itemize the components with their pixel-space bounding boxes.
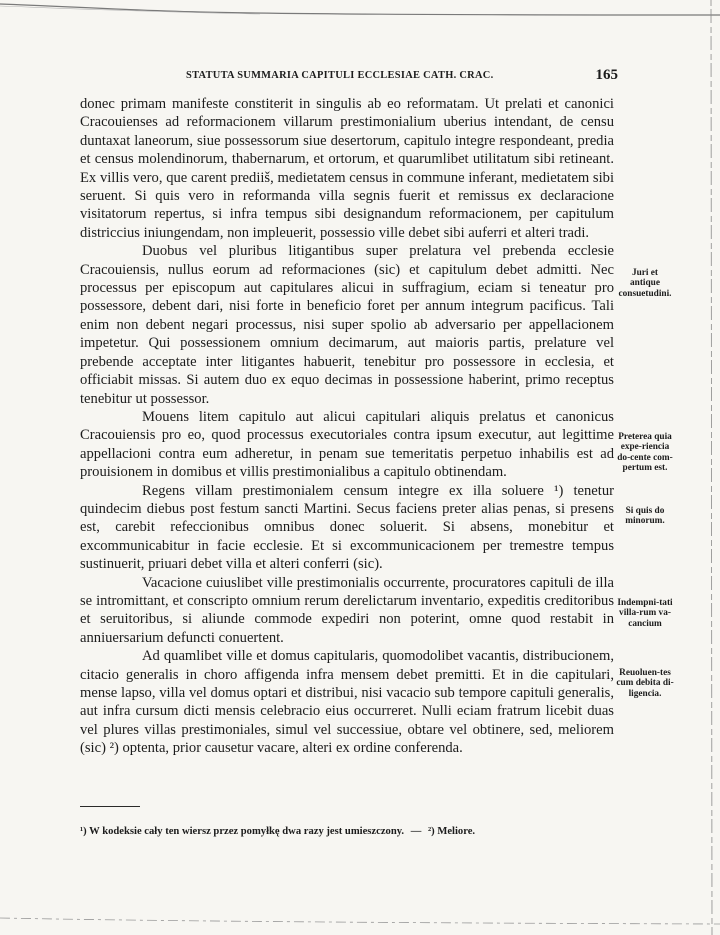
scan-edge-right — [702, 0, 720, 935]
scan-edge-top — [0, 0, 720, 20]
footnote-divider — [80, 806, 140, 807]
paragraph-vacancy: Vacacione cuiuslibet ville prestimonialis occurrente, procuratores capituli de illa se intromittant, et conscripto omnium rerum derelictarum inventario, expeditis creditoribus et seruitoribus, si aliunde commode expediri non poterint, omne quod restabit in anniuersarium defuncti conuertent. — [80, 574, 614, 646]
page-number: 165 — [595, 67, 618, 83]
scan-edge-bottom — [0, 880, 720, 935]
margin-note: Si quis do minorum. — [625, 506, 665, 527]
footnotes — [80, 826, 614, 837]
paragraph-distribution: Ad quamlibet ville et domus capitularis, quomodolibet vacantis, distribucionem, citacio generalis in choro affigenda infra mensem debet premitti. Et in die capitulari, mense lapso, villa vel domus optari et distribui, nisi vacacio sub tempore capituli generalis, aut infra cursum dicti mensis celebracio eius occurreret. Nulli eciam fratrum licebit duas vel plures villas prestimoniales, simul vel successiue, obtare vel obtinere, sed, meliorem (sic) ²) optenta, prior causetur vacare, alteri ex ordine conferenda. — [80, 648, 614, 757]
margin-note: Preterea quia expe-riencia do-cente com-pertum est. — [617, 432, 673, 474]
footnote: ¹) W kodeksie cały ten wiersz przez pomyłkę dwa razy jest umieszczony. — [80, 826, 405, 837]
footnote-separator: — — [410, 826, 422, 837]
margin-note: Juri et antique consuetudini. — [618, 268, 672, 299]
paragraph-rent-payment: Regens villam prestimonialem censum integre ex illa soluere ¹) tenetur quindecim diebus post festum sancti Martini. Secus faciens preter alias penas, si presens est, carebit refeccionibus omnibus donec soluerit. Si absens, monebitur et excommunicabitur in facie ecclesie. Et si excommunicacionem per tremestre tempus sustinuerit, priuari debet villa et alteri conferri (sic). — [80, 482, 614, 573]
footnote: ²) Meliore. — [427, 826, 476, 837]
paragraph-lawsuit: Mouens litem capitulo aut alicui capitulari aliquis prelatus et canonicus Cracouiensis pro eo, quod processus executoriales contra ipsum executur, aut legittime appellacioni contra eum adheretur, in penam sue temeritatis perpetuo inhabilis est ad prouisionem in domibus et villis prestimonialibus a capitulo obtinendam. — [80, 408, 614, 481]
statute-text — [80, 95, 614, 758]
running-title: STATUTA SUMMARIA CAPITULI ECCLESIAE CATH. CRAC. — [186, 70, 494, 81]
margin-note: Reuoluen-tes cum debita di-ligencia. — [616, 668, 674, 699]
paragraph-reformation: donec primam manifeste constiterit in singulis ab eo reformatam. Ut prelati et canonici Cracouienses ad reformacionem villarum prestimonialium uberius intendant, de censu duntaxat laneorum, siue possessorum siue desertorum, capitulo integre respondeant, predia et census molendinorum, thabernarum, et ortorum, et quarumlibet utilitatum sibi retineant. Ex villis vero, que carent prediiš, medietatem census in commune inferant, medietatem sibi seruent. Si quis vero in reformanda villa segnis fuerit et remissus ex declaracione visitatorum repertus, si infra tempus sibi designandum reformacionem, per capitulum districcius iniungendam, non impleuerit, possessio ville debet sibi auferri et alteri tradi. — [80, 96, 614, 241]
paragraph-litigants: Duobus vel pluribus litigantibus super prelatura vel prebenda ecclesie Cracouiensis, nullus eorum ad reformaciones (sic) et capitulum debet admitti. Nec processus per episcopum aut capitulares alicui in suffragium, eciam si teneatur pro possessore, debent dari, nisi forte in beneficio foret per annum integrum pacificus. Tali enim non debent negari processus, nisi super spolio ab adversario per appellacionem impetetur. Qui possessionem omnium decimarum, aut maioris partis, prelature vel prebende acceptate inter litigantes habuerit, tenebitur pro possessore in ecclesia, et officiabit missas. Si autem duo ex equo decimas in possessione haberint, primo receptus tenebitur ut possessor. — [80, 243, 614, 407]
running-header — [186, 68, 618, 86]
margin-note: Indempni-tati villa-rum va-cancium — [617, 598, 673, 629]
